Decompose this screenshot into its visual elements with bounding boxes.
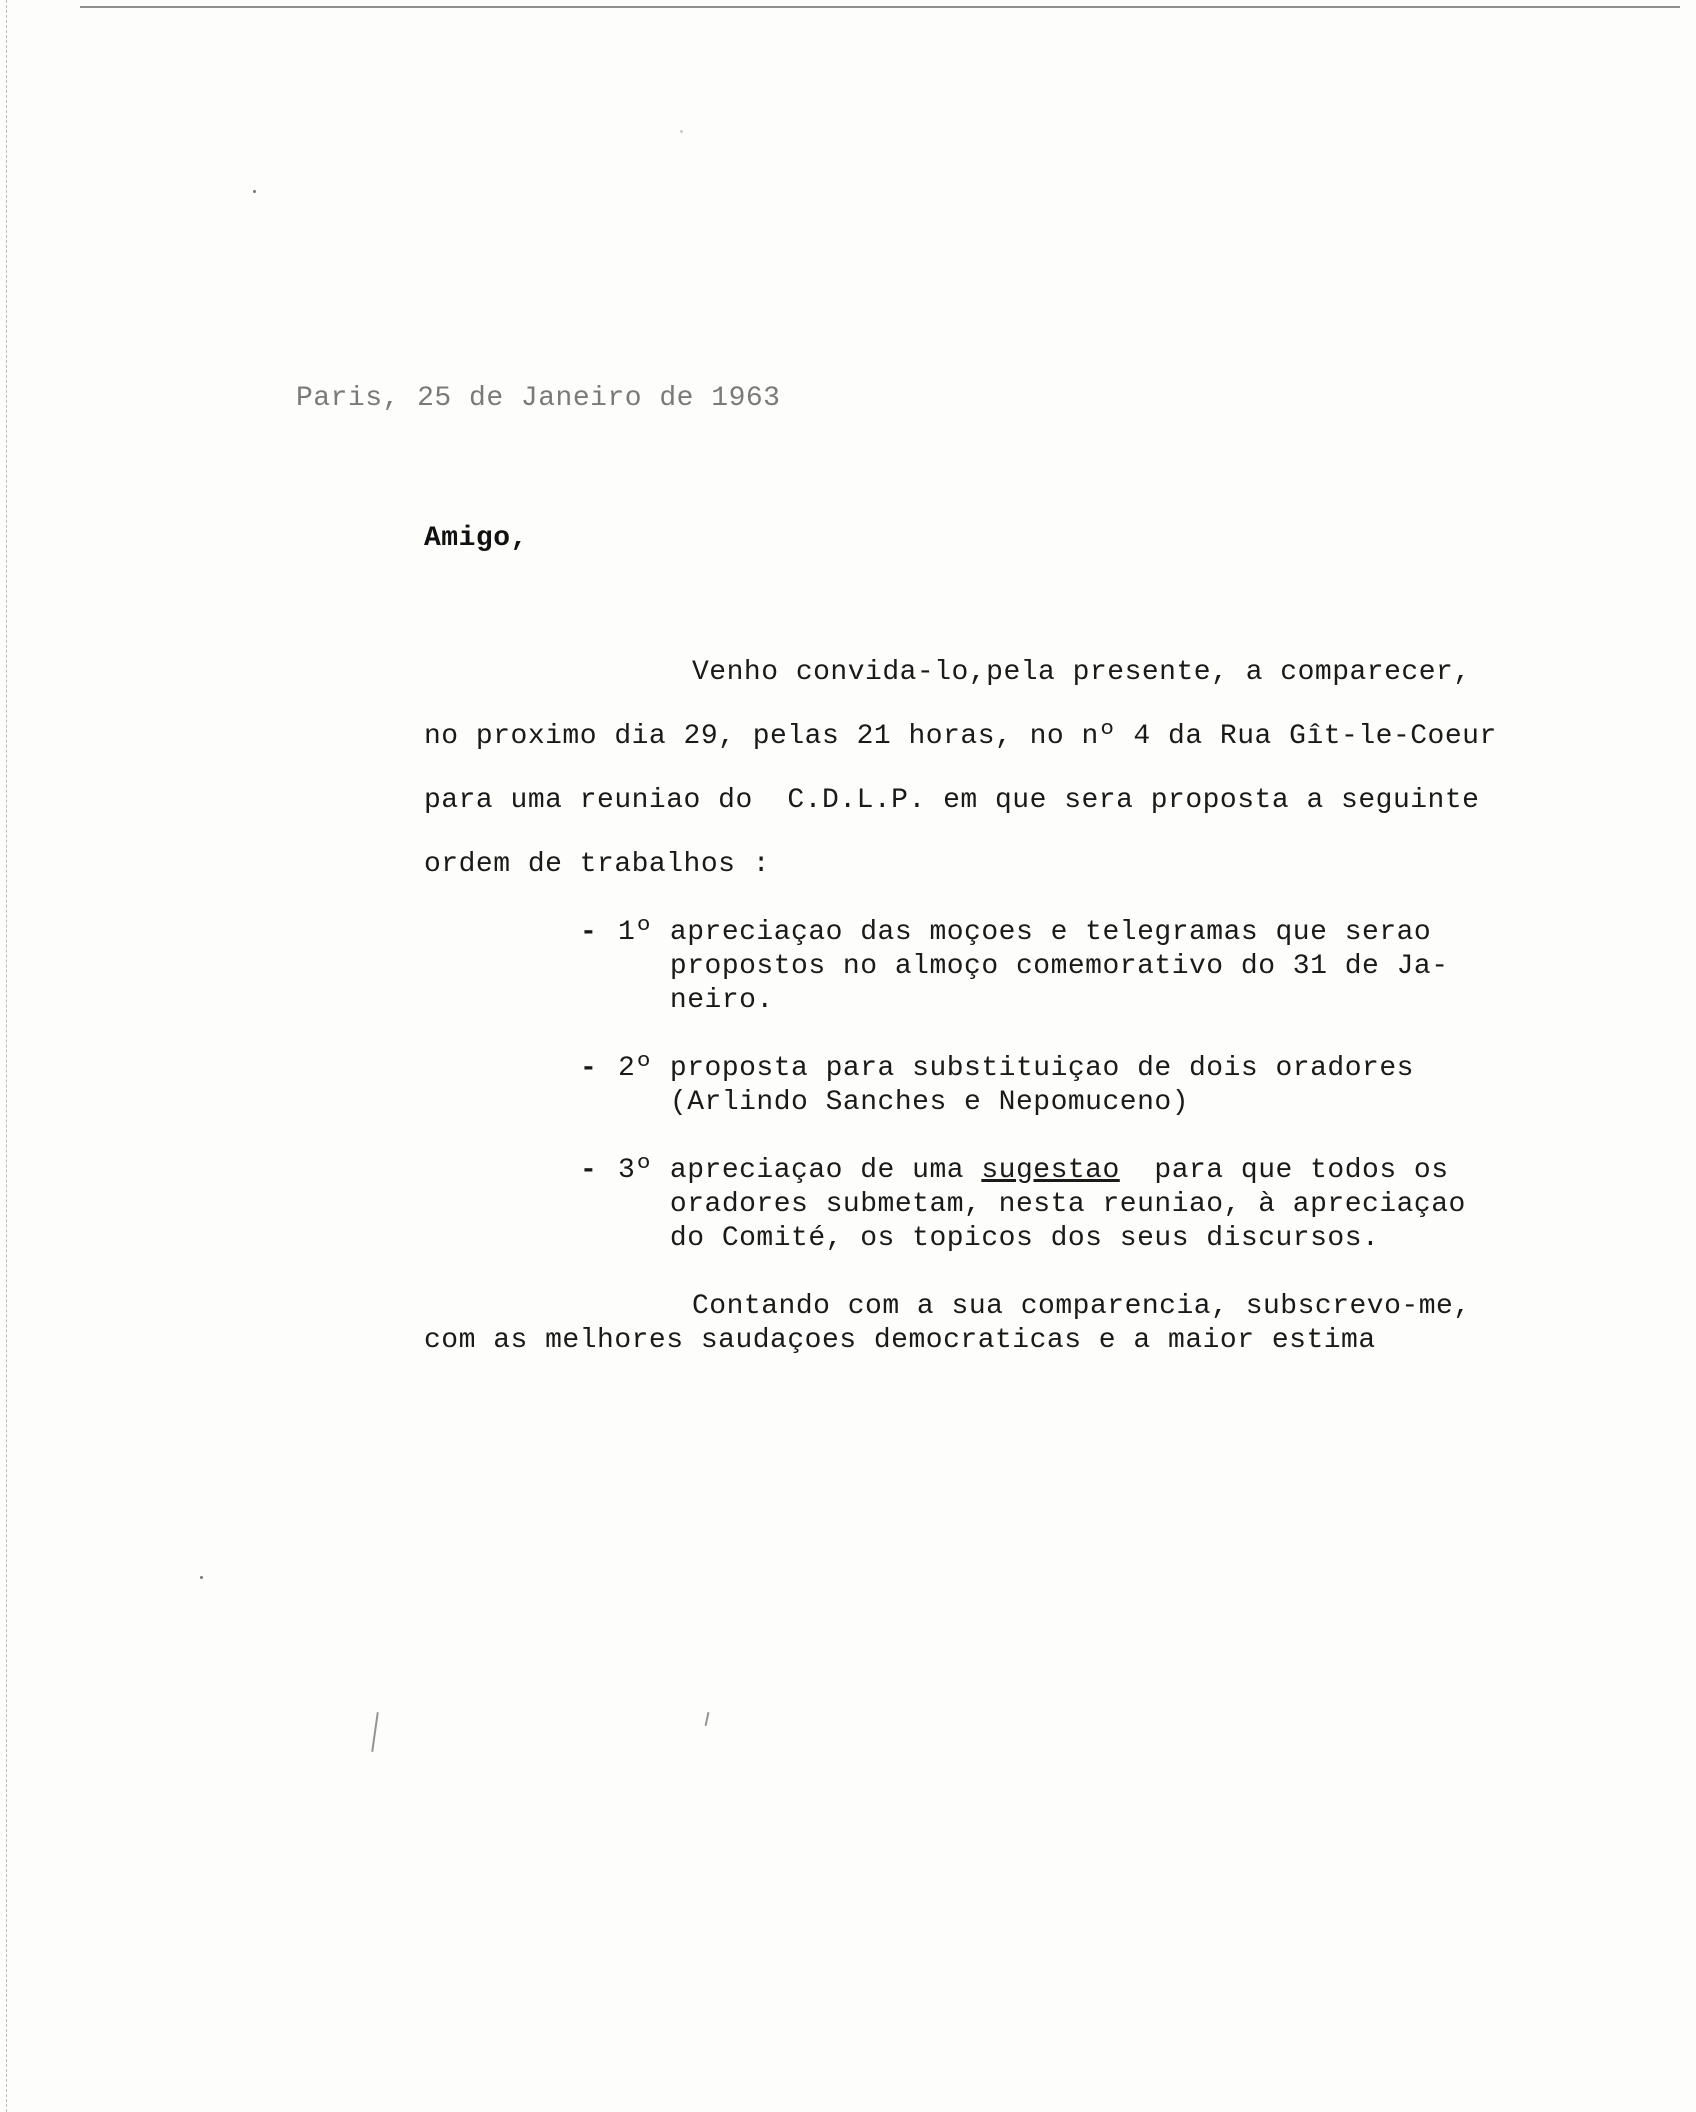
agenda-item-1-line-2: propostos no almoço comemorativo do 31 de Ja- <box>618 951 1449 982</box>
agenda-item-3-dash: - <box>580 1155 597 1186</box>
top-scan-edge <box>80 6 1680 8</box>
scan-speck <box>680 130 683 133</box>
intro-line-4: ordem de trabalhos : <box>424 849 771 880</box>
agenda-item-3-text-after: para que todos os <box>1119 1155 1449 1186</box>
closing-line-2: com as melhores saudaçoes democraticas e a maior estima <box>424 1325 1376 1356</box>
salutation: Amigo, <box>424 523 528 554</box>
stray-pen-mark <box>705 1712 710 1726</box>
agenda-item-3-line-3: do Comité, os topicos dos seus discursos. <box>618 1223 1380 1254</box>
intro-line-3: para uma reuniao do C.D.L.P. em que sera proposta a seguinte <box>424 785 1480 816</box>
closing-line-1: Contando com a sua comparencia, subscrevo-me, <box>692 1291 1471 1322</box>
agenda-item-1-line-3: neiro. <box>618 985 774 1016</box>
agenda-item-3-line-2: oradores submetam, nesta reuniao, à apreciaçao <box>618 1189 1466 1220</box>
agenda-item-3-text-before: 3º apreciaçao de uma <box>618 1155 982 1186</box>
agenda-item-2-line-2: (Arlindo Sanches e Nepomuceno) <box>618 1087 1189 1118</box>
agenda-item-3-line-1 <box>618 1154 1449 1188</box>
scan-speck <box>200 1576 203 1579</box>
agenda-item-3-underlined-word: sugestao <box>981 1155 1120 1186</box>
intro-line-1: Venho convida-lo,pela presente, a comparecer, <box>692 657 1471 688</box>
left-scan-edge <box>6 0 7 2112</box>
stray-pen-mark <box>371 1712 379 1752</box>
scan-speck <box>253 190 256 193</box>
agenda-item-2-line-1: 2º proposta para substituiçao de dois oradores <box>618 1053 1414 1084</box>
intro-line-2: no proximo dia 29, pelas 21 horas, no nº 4 da Rua Gît-le-Coeur <box>424 721 1497 752</box>
agenda-item-1-line-1: 1º apreciaçao das moçoes e telegramas que serao <box>618 917 1432 948</box>
date-line: Paris, 25 de Janeiro de 1963 <box>296 383 781 414</box>
agenda-item-2-dash: - <box>580 1053 597 1084</box>
agenda-item-1-dash: - <box>580 917 597 948</box>
